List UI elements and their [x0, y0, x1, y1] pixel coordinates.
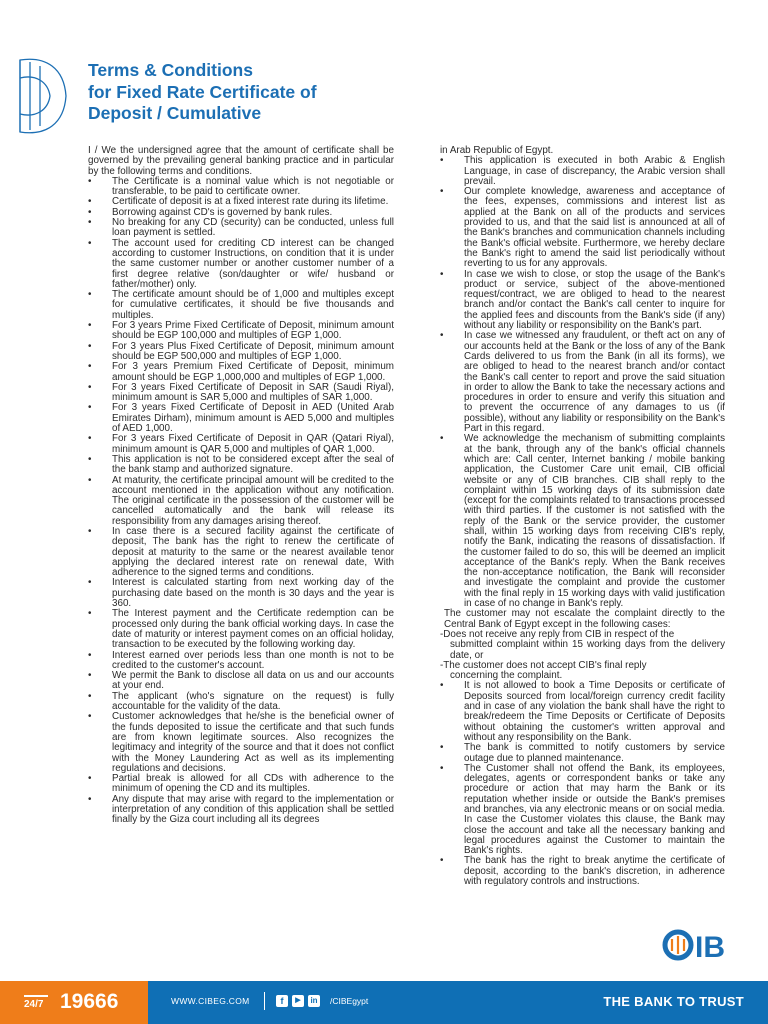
term-text: For 3 years Fixed Certificate of Deposit in SAR (Saudi Riyal), minimum amount is SAR 5,000 and multiples of SAR 1,000. [112, 381, 394, 404]
term-item [88, 527, 394, 578]
right-terms-list-a [440, 156, 725, 609]
term-item [440, 434, 725, 609]
term-item [88, 342, 394, 363]
term-item [88, 177, 394, 198]
term-text: Interest earned over periods less than one month is not to be credited to the customer's account. [112, 649, 394, 671]
term-item [88, 712, 394, 774]
hotline-block [0, 981, 148, 1024]
title-line-3: Deposit / Cumulative [88, 103, 262, 123]
term-item [88, 362, 394, 383]
bullet-icon: • [440, 855, 444, 867]
term-item [88, 476, 394, 527]
footer-slogan: THE BANK TO TRUST [603, 994, 744, 1009]
bullet-icon: • [88, 175, 92, 187]
bullet-icon: • [440, 742, 444, 754]
term-item [440, 187, 725, 269]
term-text: The Interest payment and the Certificate redemption can be processed only during the bank official working days. In case the date of maturity or interest payment comes on an official holiday, transaction to be executed by the following working day. [112, 608, 394, 651]
term-item [440, 764, 725, 857]
bullet-icon: • [440, 268, 444, 280]
case-2-line-1: -The customer does not accept CIB's final reply [440, 659, 647, 671]
website-link[interactable]: WWW.CIBEG.COM [171, 996, 250, 1006]
term-item [440, 743, 725, 764]
term-item [440, 681, 725, 743]
bullet-icon: • [440, 680, 444, 692]
term-text: The Certificate is a nominal value which is not negotiable or transferable, to be paid to certificate owner. [112, 175, 394, 198]
bullet-icon: • [88, 196, 92, 208]
linkedin-icon[interactable]: in [308, 995, 320, 1007]
bullet-icon: • [88, 577, 92, 589]
term-text: It is not allowed to book a Time Deposits or certificate of Deposits sourced from local/foreign currency credit facility and in case of any violation the bank shall have the right to break/redeem the Time Deposits or Certificate of Deposits without obtaining the customer's written approval and without any responsibility on the Bank. [464, 680, 725, 743]
svg-text:IB: IB [695, 931, 725, 964]
right-terms-list-b [440, 681, 725, 887]
social-handle[interactable]: /CIBEgypt [330, 996, 369, 1006]
term-item [88, 383, 394, 404]
case-1-line-2: submitted complaint within 15 working days from the delivery date, or [450, 639, 725, 661]
term-text: The Customer shall not offend the Bank, its employees, delegates, agents or correspondent banks or take any procedure or action that may harm the Bank or its reputation whether inside or outside the Bank's premises and branches, via any electronic means or on social media. In case the Customer violates this clause, the Bank may close the account and take all the necessary banking and legal procedures against the Customer to maintain the Bank's rights. [464, 762, 725, 857]
term-text: For 3 years Prime Fixed Certificate of Deposit, minimum amount should be EGP 100,000 and multiples of EGP 1,000. [112, 320, 394, 342]
bullet-icon: • [88, 793, 92, 805]
term-text: In case there is a secured facility against the certificate of deposit, The bank has the right to renew the certificate of deposit at maturity to the same or the nearest available tenor applying the declared interest rate on renewal date, With adherence to the signed terms and conditions. [112, 525, 394, 579]
bullet-icon: • [88, 361, 92, 373]
right-column [440, 146, 725, 887]
term-text: For 3 years Fixed Certificate of Deposit in AED (United Arab Emirates Dirham), minimum amount is AED 5,000 and multiples of AED 1,000. [112, 402, 394, 435]
term-text: Borrowing against CD's is governed by bank rules. [112, 206, 333, 218]
intro-paragraph: I / We the undersigned agree that the amount of certificate shall be governed by the prevailing general banking practice and in particular by the following terms and conditions. [88, 145, 394, 177]
hotline-number[interactable]: 19666 [60, 990, 119, 1013]
term-item [88, 434, 394, 455]
term-text: In case we witnessed any fraudulent, or theft act on any of our accounts held at the Bank or the loss of any of the Bank Cards delivered to us from the Bank (in all its forms), we are obliged to head to the nearest branch and/or contact the Bank's call center to report and prove the said situation in order to allow the Bank to take the necessary actions and procedures in order to ensure and verify this situation and to prevent the occurrence of any damages to us (if possible), without any liability or responsibility on the Bank's Part in this regard. [464, 330, 725, 435]
bullet-icon: • [88, 525, 92, 537]
term-text: Customer acknowledges that he/she is the beneficial owner of the funds deposited to issue the certificate and that such funds are from known legitimate sources. Also recognizes the legitimacy and integrity of the source and that it does not conflict with the Money Laundering Act as well as its implementing regulations and decisions. [112, 711, 394, 774]
term-item [440, 856, 725, 887]
bullet-icon: • [88, 711, 92, 723]
bullet-icon: • [440, 433, 444, 445]
bullet-icon: • [88, 237, 92, 249]
bullet-icon: • [88, 690, 92, 702]
term-item [88, 403, 394, 434]
term-text: No breaking for any CD (security) can be conducted, unless full loan payment is settled. [112, 217, 394, 239]
bullet-icon: • [88, 608, 92, 620]
hotline-prefix: 24/7 [24, 999, 43, 1010]
term-item [88, 455, 394, 476]
term-item [88, 578, 394, 609]
bullet-icon: • [88, 773, 92, 785]
bullet-icon: • [88, 340, 92, 352]
term-item [440, 270, 725, 332]
escalation-paragraph: The customer may not escalate the complaint directly to the Central Bank of Egypt except in the following cases: [444, 608, 725, 630]
term-text: The bank is committed to notify customers by service outage due to planned maintenance. [464, 742, 725, 764]
term-text: For 3 years Plus Fixed Certificate of Deposit, minimum amount should be EGP 500,000 and multiples of EGP 1,000. [112, 340, 394, 362]
bullet-icon: • [88, 381, 92, 393]
cib-logo-icon [662, 925, 744, 965]
bullet-icon: • [440, 186, 444, 198]
term-item [88, 239, 394, 290]
term-text: Certificate of deposit is at a fixed interest rate during its lifetime. [112, 196, 389, 208]
left-column [88, 146, 394, 826]
bullet-icon: • [88, 206, 92, 218]
case-1-line-1: -Does not receive any reply from CIB in respect of the [440, 628, 675, 640]
facebook-icon[interactable]: f [276, 995, 288, 1007]
term-item [440, 156, 725, 187]
term-text: This application is not to be considered except after the seal of the bank stamp and authorized signature. [112, 453, 394, 476]
term-text: For 3 years Fixed Certificate of Deposit in QAR (Qatari Riyal), minimum amount is QAR 5,000 and multiples of QAR 1,000. [112, 433, 394, 455]
term-item [88, 218, 394, 239]
term-item [88, 609, 394, 650]
bullet-icon: • [88, 402, 92, 414]
term-text: The certificate amount should be of 1,000 and multiples except for cumulative certificates, it should be five thousands and multiples. [112, 289, 394, 321]
bullet-icon: • [88, 289, 92, 301]
social-icons [276, 995, 320, 1007]
youtube-icon[interactable]: ▶ [292, 995, 304, 1007]
title-line-1: Terms & Conditions [88, 60, 253, 80]
term-text: We acknowledge the mechanism of submitting complaints at the bank, through any of the bank's official channels which are: Call center, Internet banking / mobile banking application, the Customer Care unit email, CIB official website or any of CIB branches. CIB shall reply to the complaint within 15 working days of its submission date (except for the complaints related to transactions processed with third parties. If the customer is not satisfied with the reply of the Bank or the service provider, the customer shall, within 15 working days from receiving CIB's reply, notify the Bank, indicating the reasons of dissatisfaction. If the customer failed to do so, this will be deemed an implicit acceptance of the Bank's reply. When the Bank receives the non-acceptance notification, the Bank will reconsider and investigate the complaint and provide the customer with the final reply in 15 working days with valid justification in case of no change in Bank's reply. [464, 433, 725, 610]
bullet-icon: • [88, 670, 92, 682]
bullet-icon: • [88, 320, 92, 332]
bullet-icon: • [88, 474, 92, 486]
term-item [88, 795, 394, 826]
bullet-icon: • [440, 155, 444, 167]
cib-mark-outline-icon [14, 52, 72, 140]
term-item [88, 671, 394, 692]
left-terms-list [88, 177, 394, 826]
term-item [88, 774, 394, 795]
bullet-icon: • [88, 217, 92, 229]
bullet-icon: • [440, 762, 444, 774]
bullet-icon: • [88, 649, 92, 661]
title-line-2: for Fixed Rate Certificate of [88, 81, 317, 102]
term-text: In case we wish to close, or stop the usage of the Bank's product or service, subject of the above-mentioned request/contract, we are obliged to head to the nearest branch and/or contact the Bank's call center to inquire for the applied fees and discounts from the Bank's side (if any) without any liability or responsibility on the Bank's part. [464, 268, 725, 332]
bullet-icon: • [88, 433, 92, 445]
term-text: Our complete knowledge, awareness and acceptance of the fees, expenses, commissions and interest list as applied at the Bank on all of the products and services provided to us, and that the said list is announced at all of the Bank's branches and communication channels including the Bank's official website. Furthermore, we hereby declare the Bank's right to amend the said list periodically without reverting to us for any approvals. [464, 186, 725, 270]
term-text: The bank has the right to break anytime the certificate of deposit, according to the bank's discretion, in adherence with regulatory controls and instructions. [464, 855, 725, 888]
term-text: Any dispute that may arise with regard to the implementation or interpretation of any condition of this application shall be settled finally by the Giza court including all its degrees [112, 793, 394, 826]
bullet-icon: • [440, 330, 444, 342]
footer-bar [0, 981, 768, 1024]
term-item [88, 321, 394, 342]
case-2-line-2: concerning the complaint. [450, 670, 563, 682]
term-item [88, 290, 394, 321]
term-item [88, 651, 394, 672]
continuation-text: in Arab Republic of Egypt. [440, 145, 554, 156]
term-item [88, 692, 394, 713]
bullet-icon: • [88, 453, 92, 465]
term-text: The applicant (who's signature on the request) is fully accountable for the validity of the data. [112, 690, 394, 713]
term-text: This application is executed in both Arabic & English Language, in case of discrepancy, the Arabic version shall prevail. [464, 155, 725, 187]
term-item [440, 331, 725, 434]
footer-divider [264, 992, 265, 1010]
term-text: Interest is calculated starting from next working day of the purchasing date based on the month is 30 days and the year is 360. [112, 577, 394, 610]
term-text: At maturity, the certificate principal amount will be credited to the account mentioned in the application without any notification. The original certificate in the possession of the customer will be cancelled automatically and the bank will release its responsibility from any damages arising thereof. [112, 474, 394, 527]
term-text: For 3 years Premium Fixed Certificate of Deposit, minimum amount should be EGP 1,000,000 and multiples of EGP 1,000. [112, 361, 394, 383]
term-text: We permit the Bank to disclose all data on us and our accounts at your end. [112, 670, 394, 692]
term-text: Partial break is allowed for all CDs with adherence to the minimum of opening the CD and its multiples. [112, 773, 394, 795]
document-title [88, 60, 418, 125]
term-text: The account used for crediting CD interest can be changed according to customer Instructions, on condition that it is under the same customer number or another customer number of a first degree relative (son/daughter or wife/ husband or father/mother) only. [112, 237, 394, 290]
